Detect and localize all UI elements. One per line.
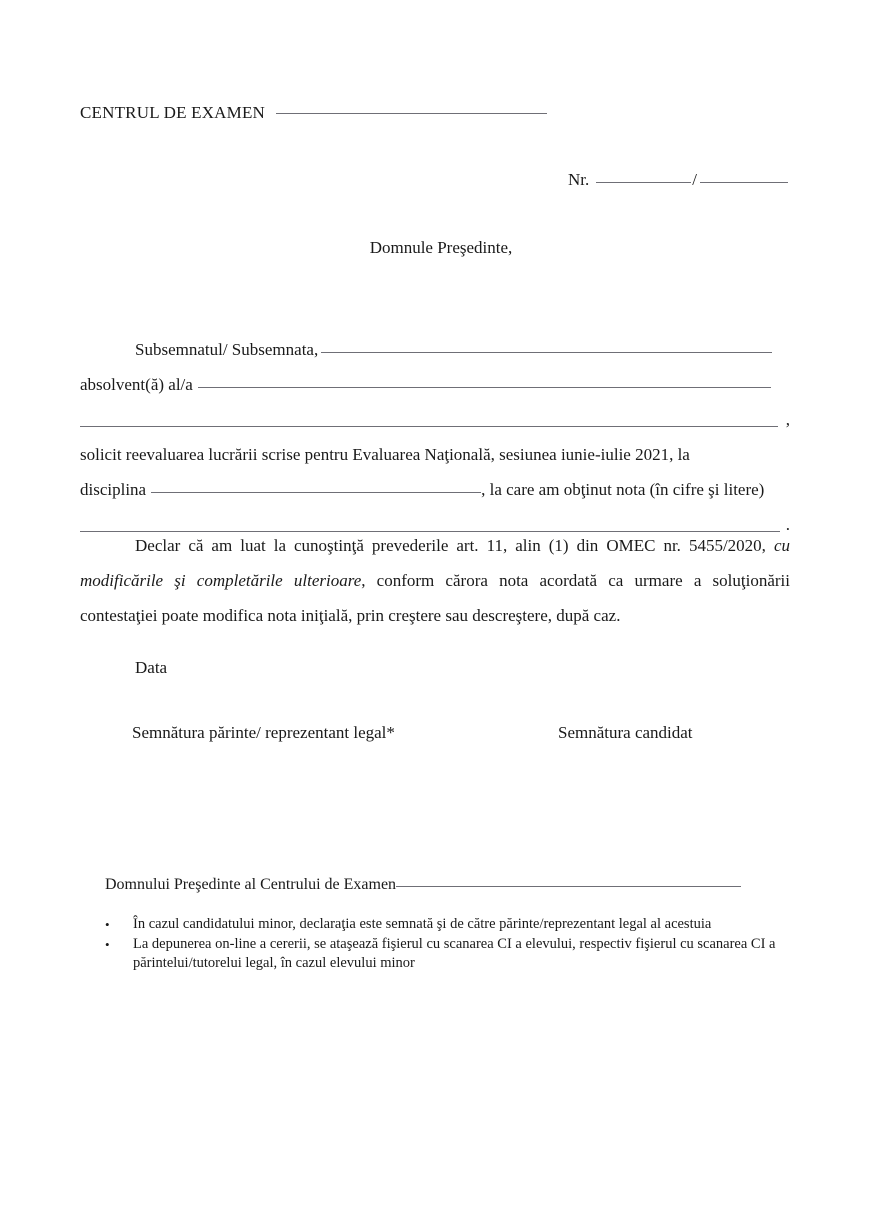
footnote-text: În cazul candidatului minor, declaraţia este semnată şi de către părinte/reprezentant legal al acestuia	[133, 916, 712, 932]
request-line	[80, 437, 790, 472]
graduate-label: absolvent(ă) al/a	[80, 375, 193, 394]
bullet-icon: •	[105, 917, 110, 932]
footnotes-list	[100, 915, 800, 974]
discipline-line	[80, 472, 790, 507]
document-number-label: Nr.	[568, 170, 590, 189]
document-number-row	[568, 170, 788, 190]
undersigned-name-blank[interactable]	[321, 352, 772, 353]
exam-center-row	[80, 103, 547, 123]
footnote-text: La depunerea on-line a cererii, se ataşează fişierul cu scanarea CI a elevului, respectiv fişierul cu scanarea CI a părintelui/tutorelui legal, în cazul elevului minor	[133, 936, 776, 971]
continuation-tail: ,	[785, 410, 790, 429]
undersigned-label: Subsemnatul/ Subsemnata,	[135, 340, 319, 359]
graduate-school-blank[interactable]	[198, 387, 771, 388]
grade-label: , la care am obţinut nota (în cifre şi litere)	[481, 480, 765, 499]
exam-center-label: CENTRUL DE EXAMEN	[80, 103, 266, 122]
addressee-blank[interactable]	[396, 886, 741, 887]
list-item	[100, 915, 800, 934]
body-block	[80, 332, 790, 542]
date-label: Data	[135, 658, 168, 677]
discipline-label: disciplina	[80, 480, 147, 499]
declaration-italic: cu modificările şi completările ulterioare	[80, 536, 790, 590]
document-date-blank[interactable]	[700, 182, 788, 183]
declaration-part1: Declar că am luat la cunoştinţă prevederile art. 11, alin (1) din OMEC nr. 5455/2020,	[135, 536, 774, 555]
discipline-blank[interactable]	[151, 492, 481, 493]
exam-center-blank[interactable]	[276, 113, 547, 114]
graduate-school-continuation-line	[80, 402, 790, 437]
salutation-text: Domnule Preşedinte,	[369, 238, 513, 257]
grade-tail: .	[785, 515, 790, 534]
declaration-paragraph	[80, 528, 790, 633]
graduate-line	[80, 367, 790, 402]
document-number-separator: /	[692, 170, 697, 189]
addressee-row	[105, 876, 785, 894]
undersigned-line	[80, 332, 790, 367]
candidate-signature-label: Semnătura candidat	[558, 723, 693, 742]
request-text: solicit reevaluarea lucrării scrise pentru Evaluarea Naţională, sesiunea iunie-iulie 2021, la	[80, 445, 690, 464]
graduate-school-continuation-blank[interactable]	[80, 426, 778, 427]
parent-signature-label: Semnătura părinte/ reprezentant legal*	[132, 723, 395, 742]
list-item	[100, 935, 800, 973]
document-number-blank[interactable]	[596, 182, 691, 183]
bullet-icon: •	[105, 937, 110, 952]
salutation-row	[0, 238, 870, 258]
addressee-label: Domnului Preşedinte al Centrului de Examen	[105, 876, 397, 893]
declaration-part2: , conform cărora nota acordată ca urmare a soluţionării contestaţiei poate modifica nota iniţială, prin creştere sau descreştere, după caz.	[80, 571, 790, 625]
